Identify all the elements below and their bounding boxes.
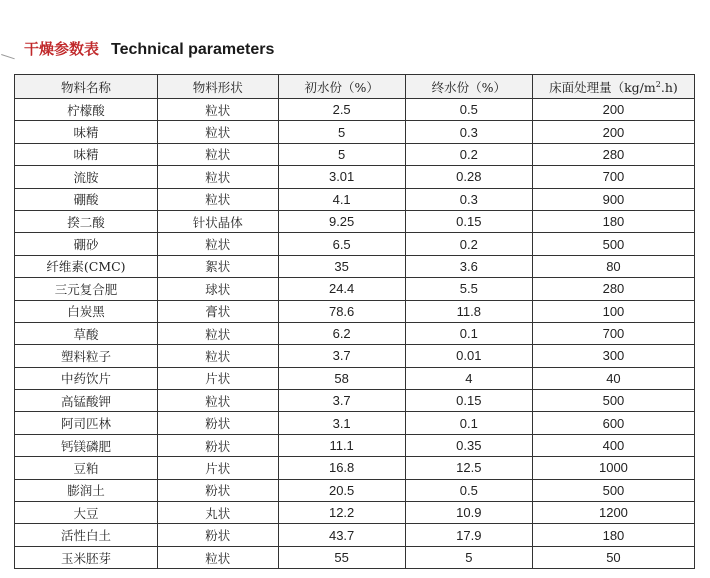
cell-final-moisture: 12.5 [405, 457, 532, 479]
cell-throughput: 200 [532, 99, 694, 121]
cell-final-moisture: 17.9 [405, 524, 532, 546]
table-row [15, 546, 695, 568]
page-title [24, 38, 274, 59]
cell-material-shape: 粒状 [157, 390, 278, 412]
cell-throughput: 500 [532, 390, 694, 412]
cell-final-moisture: 10.9 [405, 502, 532, 524]
cell-throughput: 80 [532, 255, 694, 277]
cell-initial-moisture: 3.1 [278, 412, 405, 434]
cell-material-name: 流胺 [15, 166, 158, 188]
cell-material-shape: 粒状 [157, 322, 278, 344]
cell-final-moisture: 0.15 [405, 390, 532, 412]
cell-initial-moisture: 5 [278, 143, 405, 165]
cell-material-shape: 粒状 [157, 345, 278, 367]
cell-final-moisture: 0.5 [405, 479, 532, 501]
cell-final-moisture: 0.5 [405, 99, 532, 121]
cell-throughput: 100 [532, 300, 694, 322]
cell-material-shape: 膏状 [157, 300, 278, 322]
cell-initial-moisture: 55 [278, 546, 405, 568]
cell-material-shape: 粒状 [157, 233, 278, 255]
cell-throughput: 500 [532, 479, 694, 501]
header-final-moisture: 终水份（%） [405, 75, 532, 99]
cell-throughput: 280 [532, 143, 694, 165]
cell-material-shape: 粉状 [157, 524, 278, 546]
cell-throughput: 900 [532, 188, 694, 210]
cell-final-moisture: 0.35 [405, 434, 532, 456]
cell-final-moisture: 5 [405, 546, 532, 568]
cell-initial-moisture: 6.2 [278, 322, 405, 344]
cell-material-name: 中药饮片 [15, 367, 158, 389]
cell-material-name: 味精 [15, 143, 158, 165]
cell-material-shape: 粉状 [157, 412, 278, 434]
cell-final-moisture: 0.3 [405, 188, 532, 210]
cell-throughput: 1000 [532, 457, 694, 479]
cell-initial-moisture: 35 [278, 255, 405, 277]
cell-throughput: 50 [532, 546, 694, 568]
table-row [15, 99, 695, 121]
table-row [15, 367, 695, 389]
cell-initial-moisture: 9.25 [278, 210, 405, 232]
cell-material-name: 高锰酸钾 [15, 390, 158, 412]
title-cn: 干燥参数表 [24, 40, 100, 58]
table-row [15, 479, 695, 501]
header-throughput-suffix: .h) [660, 79, 678, 95]
cell-material-shape: 片状 [157, 457, 278, 479]
header-initial-moisture: 初水份（%） [278, 75, 405, 99]
cell-final-moisture: 11.8 [405, 300, 532, 322]
table-row [15, 322, 695, 344]
cell-material-name: 豆粕 [15, 457, 158, 479]
cell-material-name: 硼酸 [15, 188, 158, 210]
table-row [15, 143, 695, 165]
cell-material-name: 白炭黑 [15, 300, 158, 322]
cell-initial-moisture: 43.7 [278, 524, 405, 546]
table-row [15, 210, 695, 232]
cell-final-moisture: 0.2 [405, 143, 532, 165]
cell-material-name: 钙镁磷肥 [15, 434, 158, 456]
cell-initial-moisture: 24.4 [278, 278, 405, 300]
cell-throughput: 180 [532, 524, 694, 546]
cell-material-name: 膨润土 [15, 479, 158, 501]
cell-throughput: 40 [532, 367, 694, 389]
cell-throughput: 1200 [532, 502, 694, 524]
cell-initial-moisture: 16.8 [278, 457, 405, 479]
cell-material-name: 阿司匹林 [15, 412, 158, 434]
table-row [15, 412, 695, 434]
parameters-table [14, 74, 695, 569]
cell-initial-moisture: 5 [278, 121, 405, 143]
table-row [15, 278, 695, 300]
cell-material-name: 塑料粒子 [15, 345, 158, 367]
cell-final-moisture: 5.5 [405, 278, 532, 300]
cell-initial-moisture: 20.5 [278, 479, 405, 501]
cell-material-name: 草酸 [15, 322, 158, 344]
cell-final-moisture: 0.28 [405, 166, 532, 188]
cell-throughput: 200 [532, 121, 694, 143]
cell-material-name: 三元复合肥 [15, 278, 158, 300]
table-row [15, 166, 695, 188]
cell-material-shape: 丸状 [157, 502, 278, 524]
cell-material-shape: 片状 [157, 367, 278, 389]
header-throughput-sup: 2 [655, 79, 661, 89]
cell-material-name: 柠檬酸 [15, 99, 158, 121]
table-row [15, 524, 695, 546]
cell-final-moisture: 0.1 [405, 322, 532, 344]
cell-initial-moisture: 4.1 [278, 188, 405, 210]
cell-initial-moisture: 58 [278, 367, 405, 389]
table-row [15, 255, 695, 277]
cell-material-shape: 粒状 [157, 143, 278, 165]
cell-final-moisture: 0.15 [405, 210, 532, 232]
cell-material-shape: 球状 [157, 278, 278, 300]
cell-initial-moisture: 3.01 [278, 166, 405, 188]
cell-material-shape: 粉状 [157, 434, 278, 456]
cell-material-shape: 粒状 [157, 188, 278, 210]
cell-initial-moisture: 78.6 [278, 300, 405, 322]
table-row [15, 390, 695, 412]
cell-material-name: 活性白土 [15, 524, 158, 546]
header-material-shape: 物料形状 [157, 75, 278, 99]
table-row [15, 121, 695, 143]
table-row [15, 502, 695, 524]
cell-material-name: 揆二酸 [15, 210, 158, 232]
table-row [15, 188, 695, 210]
cell-initial-moisture: 6.5 [278, 233, 405, 255]
cell-material-shape: 粒状 [157, 166, 278, 188]
cell-material-name: 硼砂 [15, 233, 158, 255]
cell-final-moisture: 3.6 [405, 255, 532, 277]
table-row [15, 457, 695, 479]
cell-final-moisture: 0.01 [405, 345, 532, 367]
cell-material-name: 大豆 [15, 502, 158, 524]
cell-material-name: 味精 [15, 121, 158, 143]
cell-throughput: 300 [532, 345, 694, 367]
table-row [15, 300, 695, 322]
cell-throughput: 180 [532, 210, 694, 232]
title-en: Technical parameters [111, 41, 275, 58]
cell-material-shape: 絮状 [157, 255, 278, 277]
cell-material-shape: 粉状 [157, 479, 278, 501]
table-row [15, 345, 695, 367]
cell-throughput: 280 [532, 278, 694, 300]
header-material-name: 物料名称 [15, 75, 158, 99]
cell-final-moisture: 4 [405, 367, 532, 389]
cell-material-shape: 粒状 [157, 99, 278, 121]
cell-throughput: 700 [532, 322, 694, 344]
table-row [15, 233, 695, 255]
cell-initial-moisture: 3.7 [278, 345, 405, 367]
cell-final-moisture: 0.2 [405, 233, 532, 255]
cell-throughput: 600 [532, 412, 694, 434]
cell-throughput: 700 [532, 166, 694, 188]
cell-initial-moisture: 2.5 [278, 99, 405, 121]
cell-initial-moisture: 11.1 [278, 434, 405, 456]
cell-material-shape: 粒状 [157, 546, 278, 568]
header-throughput-prefix: 床面处理量（kg/m [549, 79, 656, 95]
cell-throughput: 400 [532, 434, 694, 456]
cell-material-name: 玉米胚芽 [15, 546, 158, 568]
cell-initial-moisture: 3.7 [278, 390, 405, 412]
cell-material-shape: 针状晶体 [157, 210, 278, 232]
cell-material-shape: 粒状 [157, 121, 278, 143]
cell-final-moisture: 0.3 [405, 121, 532, 143]
cell-material-name: 纤维素(CMC) [15, 255, 158, 277]
cell-throughput: 500 [532, 233, 694, 255]
table-header-row [15, 75, 695, 99]
decorative-line [0, 54, 15, 65]
table-row [15, 434, 695, 456]
header-throughput [532, 75, 694, 99]
cell-final-moisture: 0.1 [405, 412, 532, 434]
cell-initial-moisture: 12.2 [278, 502, 405, 524]
